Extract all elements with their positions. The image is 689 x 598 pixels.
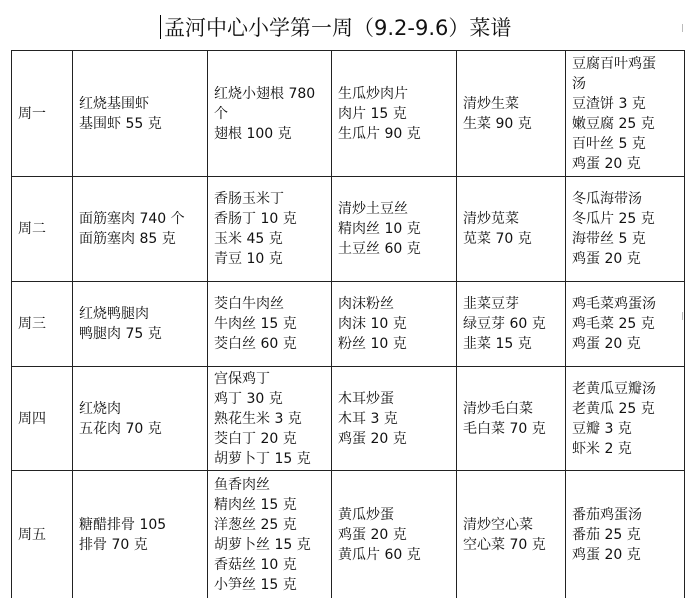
ingredient-line: 生菜 90 克 <box>463 115 532 132</box>
ingredient-line: 精肉丝 10 克 <box>338 221 421 237</box>
margin-mark <box>682 24 689 32</box>
dish-cell <box>73 471 208 598</box>
ingredient-line: 茭白丁 20 克 <box>214 430 297 447</box>
ingredient-line: 鸡毛菜 25 克 <box>572 316 655 332</box>
dish-name: 清炒苋菜 <box>463 211 519 227</box>
ingredient-line: 胡萝卜丁 15 克 <box>214 450 311 467</box>
ingredient-line: 冬瓜片 25 克 <box>572 211 655 227</box>
margin-mark <box>682 312 689 320</box>
dish-cell <box>332 367 457 471</box>
dish-name: 肉沫粉丝 <box>338 296 394 312</box>
ingredient-line: 翅根 100 克 <box>214 125 292 142</box>
day-label: 周一 <box>18 105 46 122</box>
dish-cell <box>457 367 566 471</box>
dish-cell <box>332 177 457 282</box>
ingredient-line: 海带丝 5 克 <box>572 231 646 247</box>
dish-name: 清炒毛白菜 <box>463 400 533 417</box>
day-cell <box>12 471 73 598</box>
ingredient-line: 鸡蛋 20 克 <box>572 336 641 352</box>
dish-cell <box>208 282 332 367</box>
dish-name: 生瓜炒肉片 <box>338 85 408 102</box>
menu-row <box>12 471 685 598</box>
dish-cell <box>566 51 685 177</box>
dish-name: 红烧鸭腿肉 <box>79 306 149 322</box>
ingredient-line: 土豆丝 60 克 <box>338 241 421 257</box>
ingredient-line: 胡萝卜丝 15 克 <box>214 536 311 553</box>
ingredient-line: 排骨 70 克 <box>79 536 148 553</box>
dish-name: 木耳炒蛋 <box>338 390 394 407</box>
day-cell <box>12 367 73 471</box>
dish-name: 清炒土豆丝 <box>338 201 408 217</box>
ingredient-line: 黄瓜片 60 克 <box>338 546 421 563</box>
dish-cell <box>457 51 566 177</box>
dish-name: 香肠玉米丁 <box>214 191 284 207</box>
day-label: 周五 <box>18 526 46 543</box>
dish-cell <box>566 367 685 471</box>
ingredient-line: 青豆 10 克 <box>214 251 283 267</box>
ingredient-line: 番茄 25 克 <box>572 526 641 543</box>
ingredient-line: 牛肉丝 15 克 <box>214 316 297 332</box>
ingredient-line: 鸡丁 30 克 <box>214 390 283 407</box>
ingredient-line: 肉沫 10 克 <box>338 316 407 332</box>
dish-cell <box>457 282 566 367</box>
dish-cell <box>73 367 208 471</box>
dish-name: 糖醋排骨 105 <box>79 516 167 533</box>
dish-cell <box>73 51 208 177</box>
ingredient-line: 老黄瓜 25 克 <box>572 400 655 417</box>
ingredient-line: 鸭腿肉 75 克 <box>79 326 162 342</box>
ingredient-line: 基围虾 55 克 <box>79 115 162 132</box>
dish-name: 豆腐百叶鸡蛋 <box>572 55 656 72</box>
ingredient-line: 个 <box>214 105 228 122</box>
ingredient-line: 面筋塞肉 85 克 <box>79 231 176 247</box>
dish-name: 清炒生菜 <box>463 95 519 112</box>
menu-row <box>12 367 685 471</box>
ingredient-line: 嫩豆腐 25 克 <box>572 115 655 132</box>
menu-row <box>12 177 685 282</box>
ingredient-line: 肉片 15 克 <box>338 105 407 122</box>
ingredient-line: 汤 <box>572 75 586 92</box>
ingredient-line: 香肠丁 10 克 <box>214 211 297 227</box>
day-label: 周四 <box>18 410 46 427</box>
ingredient-line: 粉丝 10 克 <box>338 336 407 352</box>
ingredient-line: 绿豆芽 60 克 <box>463 316 546 332</box>
dish-cell <box>566 282 685 367</box>
dish-name: 鸡毛菜鸡蛋汤 <box>572 296 656 312</box>
dish-name: 宫保鸡丁 <box>214 370 270 387</box>
menu-row <box>12 51 685 177</box>
dish-cell <box>457 177 566 282</box>
ingredient-line: 生瓜片 90 克 <box>338 125 421 142</box>
ingredient-line: 五花肉 70 克 <box>79 420 162 437</box>
dish-cell <box>332 282 457 367</box>
dish-cell <box>457 471 566 598</box>
dish-name: 红烧肉 <box>79 400 121 417</box>
ingredient-line: 豆瓣 3 克 <box>572 420 632 437</box>
ingredient-line: 玉米 45 克 <box>214 231 283 247</box>
day-cell <box>12 177 73 282</box>
dish-cell <box>208 367 332 471</box>
dish-name: 冬瓜海带汤 <box>572 191 642 207</box>
ingredient-line: 洋葱丝 25 克 <box>214 516 297 533</box>
day-cell <box>12 51 73 177</box>
text-cursor <box>160 15 161 39</box>
dish-cell <box>332 471 457 598</box>
ingredient-line: 鸡蛋 20 克 <box>572 546 641 563</box>
dish-name: 黄瓜炒蛋 <box>338 506 394 523</box>
ingredient-line: 鸡蛋 20 克 <box>572 155 641 172</box>
dish-name: 番茄鸡蛋汤 <box>572 506 642 523</box>
ingredient-line: 百叶丝 5 克 <box>572 135 646 152</box>
ingredient-line: 精肉丝 15 克 <box>214 496 297 513</box>
dish-cell <box>566 177 685 282</box>
ingredient-line: 鸡蛋 20 克 <box>572 251 641 267</box>
menu-title <box>160 12 511 42</box>
dish-cell <box>566 471 685 598</box>
ingredient-line: 小笋丝 15 克 <box>214 576 297 593</box>
ingredient-line: 毛白菜 70 克 <box>463 420 546 437</box>
ingredient-line: 豆渣饼 3 克 <box>572 95 646 112</box>
day-label: 周二 <box>18 221 46 237</box>
ingredient-line: 韭菜 15 克 <box>463 336 532 352</box>
dish-cell <box>73 282 208 367</box>
dish-name: 面筋塞肉 740 个 <box>79 211 185 227</box>
dish-cell <box>208 177 332 282</box>
ingredient-line: 虾米 2 克 <box>572 440 632 457</box>
dish-name: 红烧小翅根 780 <box>214 85 316 102</box>
ingredient-line: 香菇丝 10 克 <box>214 556 297 573</box>
dish-name: 老黄瓜豆瓣汤 <box>572 380 656 397</box>
dish-name: 清炒空心菜 <box>463 516 533 533</box>
dish-name: 韭菜豆芽 <box>463 296 519 312</box>
ingredient-line: 木耳 3 克 <box>338 410 398 427</box>
menu-table <box>11 50 685 598</box>
dish-cell <box>73 177 208 282</box>
ingredient-line: 鸡蛋 20 克 <box>338 430 407 447</box>
day-label: 周三 <box>18 316 46 332</box>
ingredient-line: 熟花生米 3 克 <box>214 410 302 427</box>
ingredient-line: 鸡蛋 20 克 <box>338 526 407 543</box>
dish-name: 红烧基围虾 <box>79 95 149 112</box>
day-cell <box>12 282 73 367</box>
dish-cell <box>208 471 332 598</box>
menu-title-text: 孟河中心小学第一周（9.2-9.6）菜谱 <box>164 16 512 40</box>
dish-name: 鱼香肉丝 <box>214 476 270 493</box>
dish-cell <box>332 51 457 177</box>
dish-cell <box>208 51 332 177</box>
dish-name: 茭白牛肉丝 <box>214 296 284 312</box>
ingredient-line: 茭白丝 60 克 <box>214 336 297 352</box>
menu-row <box>12 282 685 367</box>
menu-table-body <box>12 51 685 598</box>
ingredient-line: 苋菜 70 克 <box>463 231 532 247</box>
ingredient-line: 空心菜 70 克 <box>463 536 546 553</box>
